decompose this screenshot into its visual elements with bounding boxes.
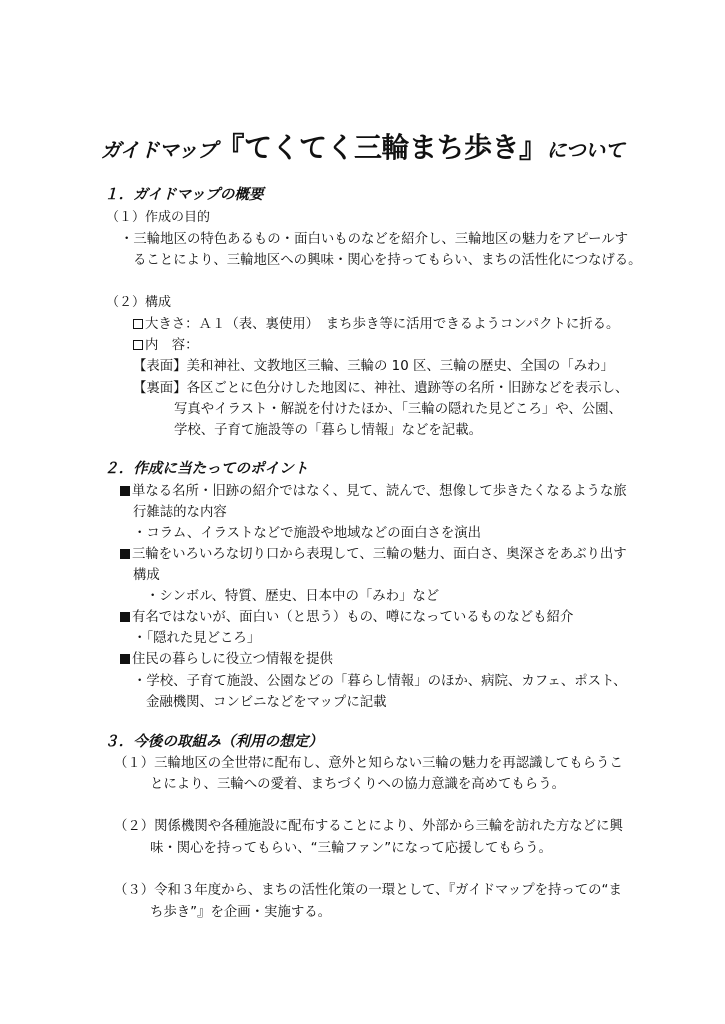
- title-main: 『てくてく三輪まち歩き』: [216, 131, 547, 164]
- point1-line-2: 行雑誌的な内容: [133, 505, 227, 520]
- point3-sub: ・「隠れた見どころ」: [133, 631, 261, 646]
- back-side-line-3: 学校、子育て施設等の「暮らし情報」などを記載。: [174, 423, 482, 438]
- plan3-line-1: （３）令和３年度から、まちの活性化策の一環として、『ガイドマップを持っての“ま: [114, 883, 622, 898]
- front-label: 【表面】: [133, 359, 187, 374]
- size-line: [133, 318, 619, 331]
- plan2-line-2: 味・関心を持ってもらい、“三輪ファン”になって応援してもらう。: [150, 841, 552, 856]
- title-prefix: ガイドマップ: [100, 138, 217, 162]
- front-side-line: [133, 360, 614, 373]
- point2-line-1: [120, 548, 627, 561]
- point4-line-1: [120, 653, 333, 666]
- point3-text-1: 有名ではないが、面白い（と思う）もの、噂になっているものなども紹介: [132, 610, 574, 625]
- purpose-line-2: ることにより、三輪地区への興味・関心を持ってもらい、まちの活性化につなげる。: [133, 253, 642, 268]
- point4-sub-1: ・学校、子育て施設、公園などの「暮らし情報」のほか、病院、カフェ、ポスト、: [133, 674, 627, 689]
- back-side-line-1: [133, 382, 628, 395]
- point4-text-1: 住民の暮らしに役立つ情報を提供: [132, 652, 333, 667]
- front-text: 美和神社、文教地区三輪、三輪の 10 区、三輪の歴史、全国の「みわ」: [186, 359, 614, 374]
- plan3-line-2: ち歩き”』を企画・実施する。: [150, 905, 332, 920]
- square-bullet-icon: [120, 612, 130, 622]
- point2-text-1: 三輪をいろいろな切り口から表現して、三輪の魅力、面白さ、奥深さをあぶり出す: [132, 547, 627, 562]
- section1-heading: １．ガイドマップの概要: [104, 186, 264, 203]
- point1-text-1: 単なる名所・旧跡の紹介ではなく、見て、読んで、想像して歩きたくなるような旅: [132, 484, 627, 499]
- purpose-label: （１）作成の目的: [106, 210, 211, 225]
- section3-heading: ３．今後の取組み（利用の想定）: [104, 733, 323, 750]
- point4-sub-2: 金融機関、コンビニなどをマップに記載: [146, 695, 387, 710]
- back-label: 【裏面】: [133, 381, 187, 396]
- point2-sub: ・シンボル、特質、歴史、日本中の「みわ」など: [146, 589, 440, 604]
- square-bullet-icon: [120, 549, 130, 559]
- square-bullet-icon: [120, 486, 130, 496]
- plan1-line-1: （１）三輪地区の全世帯に配布し、意外と知らない三輪の魅力を再認識してもらうこ: [114, 756, 623, 771]
- section2-heading: ２．作成に当たってのポイント: [104, 460, 309, 477]
- purpose-line-1: ・三輪地区の特色あるもの・面白いものなどを紹介し、三輪地区の魅力をアピールす: [120, 232, 629, 247]
- point2-line-2: 構成: [133, 568, 160, 583]
- checkbox-square-icon: [133, 319, 143, 329]
- document-title: [0, 126, 725, 166]
- point1-sub: ・コラム、イラストなどで施設や地域などの面白さを演出: [133, 526, 482, 541]
- content-text: 内 容：: [145, 338, 199, 353]
- content-line: [133, 339, 199, 352]
- back-side-line-2: 写真やイラスト・解説を付けたほか、「三輪の隠れた見どころ」や、公園、: [174, 402, 622, 417]
- plan1-line-2: とにより、三輪への愛着、まちづくりへの協力意識を高めてもらう。: [150, 777, 565, 792]
- checkbox-square-icon: [133, 340, 143, 350]
- title-suffix: について: [546, 138, 625, 162]
- square-bullet-icon: [120, 654, 130, 664]
- back-text-1: 各区ごとに色分けした地図に、神社、遺跡等の名所・旧跡などを表示し、: [186, 381, 629, 396]
- structure-label: （２）構成: [106, 295, 172, 310]
- point1-line-1: [120, 485, 627, 498]
- point3-line-1: [120, 611, 573, 624]
- plan2-line-1: （２）関係機関や各種施設に配布することにより、外部から三輪を訪れた方などに興: [114, 819, 623, 834]
- size-text: 大きさ：Ａ１（表、裏使用） まち歩き等に活用できるようコンパクトに折る。: [145, 317, 620, 332]
